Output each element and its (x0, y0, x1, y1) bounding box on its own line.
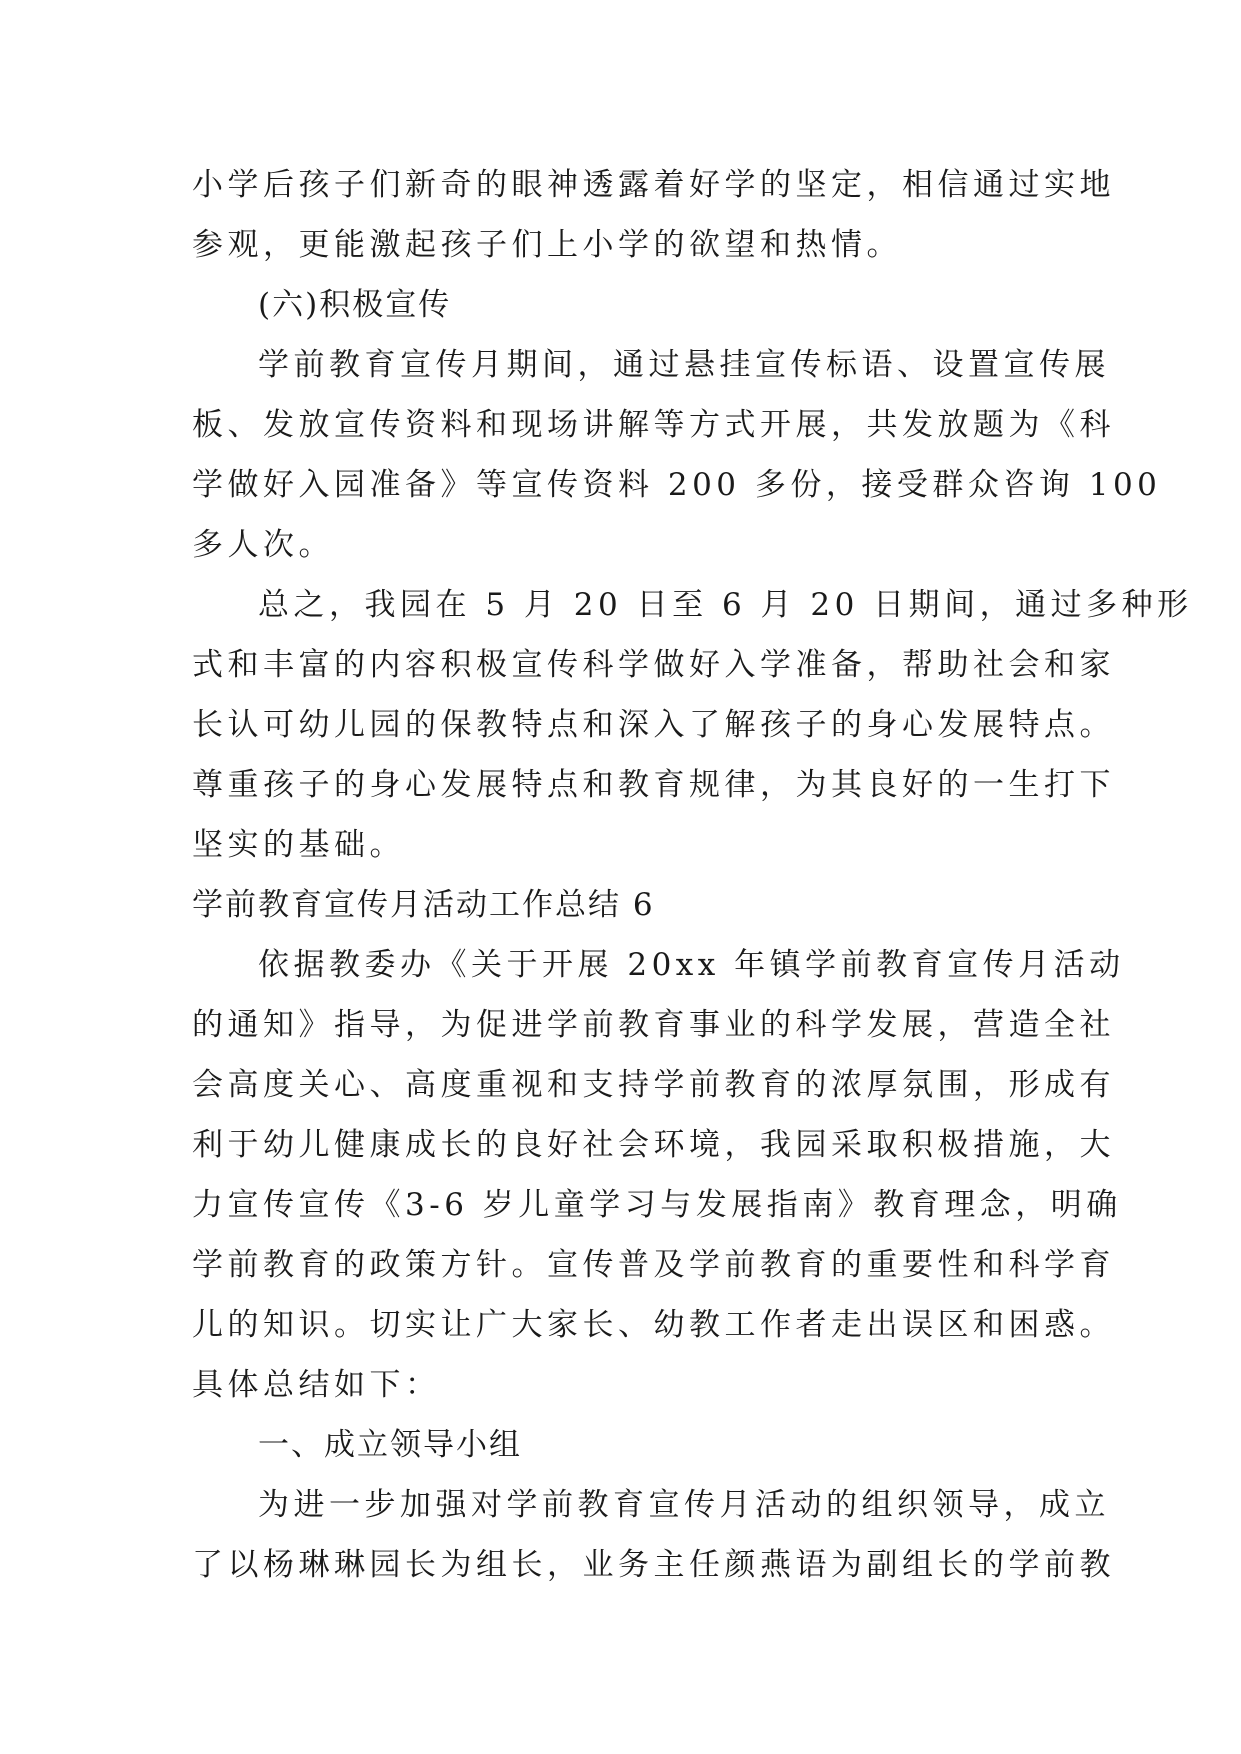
paragraph-line: 坚实的基础。 (192, 827, 405, 863)
section-heading: 一、成立领导小组 (258, 1427, 522, 1463)
paragraph-line: 学做好入园准备》等宣传资料 200 多份，接受群众咨询 100 (192, 467, 1162, 503)
section-heading: (六)积极宣传 (258, 287, 452, 323)
paragraph-line: 式和丰富的内容积极宣传科学做好入学准备，帮助社会和家 (192, 647, 1115, 683)
paragraph-line: 会高度关心、高度重视和支持学前教育的浓厚氛围，形成有 (192, 1067, 1115, 1103)
paragraph-line: 具体总结如下： (192, 1367, 441, 1403)
paragraph-line: 了以杨琳琳园长为组长，业务主任颜燕语为副组长的学前教 (192, 1547, 1115, 1583)
paragraph-line: 参观，更能激起孩子们上小学的欲望和热情。 (192, 227, 902, 263)
paragraph-line: 尊重孩子的身心发展特点和教育规律，为其良好的一生打下 (192, 767, 1115, 803)
paragraph-line: 利于幼儿健康成长的良好社会环境，我园采取积极措施，大 (192, 1127, 1115, 1163)
paragraph-line: 儿的知识。切实让广大家长、幼教工作者走出误区和困惑。 (192, 1307, 1115, 1343)
document-title: 学前教育宣传月活动工作总结 6 (192, 887, 655, 923)
paragraph-line: 依据教委办《关于开展 20xx 年镇学前教育宣传月活动 (258, 947, 1125, 983)
paragraph-line: 多人次。 (192, 527, 334, 563)
paragraph-line: 学前教育的政策方针。宣传普及学前教育的重要性和科学育 (192, 1247, 1115, 1283)
paragraph-line: 小学后孩子们新奇的眼神透露着好学的坚定，相信通过实地 (192, 167, 1115, 203)
paragraph-line: 的通知》指导，为促进学前教育事业的科学发展，营造全社 (192, 1007, 1115, 1043)
paragraph-line: 学前教育宣传月期间，通过悬挂宣传标语、设置宣传展 (258, 347, 1110, 383)
paragraph-line: 力宣传宣传《3-6 岁儿童学习与发展指南》教育理念，明确 (192, 1187, 1122, 1223)
paragraph-line: 长认可幼儿园的保教特点和深入了解孩子的身心发展特点。 (192, 707, 1115, 743)
paragraph-line: 总之，我园在 5 月 20 日至 6 月 20 日期间，通过多种形 (258, 587, 1193, 623)
paragraph-line: 为进一步加强对学前教育宣传月活动的组织领导，成立 (258, 1487, 1110, 1523)
paragraph-line: 板、发放宣传资料和现场讲解等方式开展，共发放题为《科 (192, 407, 1115, 443)
